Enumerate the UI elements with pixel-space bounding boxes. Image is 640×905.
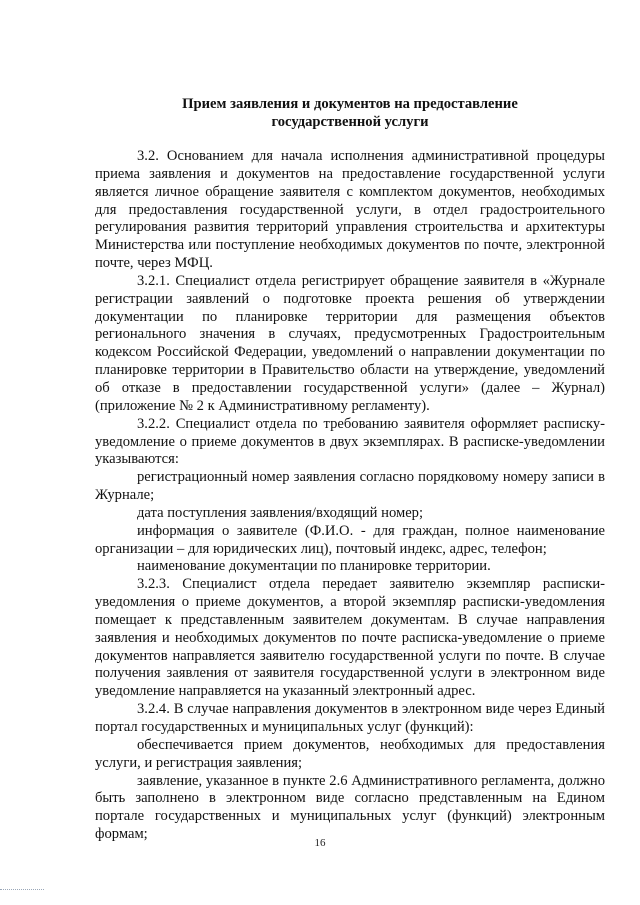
scan-artifact-dots [0, 889, 44, 892]
paragraph-3-2-1: 3.2.1. Специалист отдела регистрирует обращение заявителя в «Журнале регистрации заявлений о подготовке проекта решения об утверждении документации по планировке территории для размещения объектов регионального значения в случаях, предусмотренных Градостроительным кодексом Российской Федерации, уведомлений о направлении документации по планировке территории в Правительство области на утверждение, уведомлений об отказе в предоставлении государственной услуги» (далее – Журнал) (приложение № 2 к Административному регламенту). [95, 272, 605, 414]
paragraph-3-2: 3.2. Основанием для начала исполнения административной процедуры приема заявления и документов на предоставление государственной услуги является личное обращение заявителя с комплектом документов, необходимых для предоставления государственной услуги, в отдел градостроительного регулирования развития территорий управления строительства и архитектуры Министерства или поступление необходимых документов по почте, электронной почте, через МФЦ. [95, 148, 605, 272]
page-number: 16 [314, 837, 326, 849]
paragraph-3-2-4: 3.2.4. В случае направления документов в электронном виде через Единый портал государственных и муниципальных услуг (функций): [95, 701, 605, 735]
list-item-receipt-date: дата поступления заявления/входящий номер; [137, 504, 424, 521]
section-title-line-2: государственной услуги [271, 114, 429, 130]
list-item-electronic-form: заявление, указанное в пункте 2.6 Административного регламента, должно быть заполнено в электронном виде согласно представленным на Едином портале государственных и муниципальных услуг (функций) электронным формам; [95, 772, 605, 843]
section-title [95, 95, 605, 131]
paragraph-3-2-3: 3.2.3. Специалист отдела передает заявителю экземпляр расписки-уведомления о приеме документов, а второй экземпляр расписки-уведомления помещает к представленным заявителем документам. В случае направления заявления и необходимых документов по почте расписка-уведомление о приеме документов направляется заявителю государственной услуги по почте. В случае получения заявления от заявителя государственной услуги в электронном виде уведомление направляется на указанный электронный адрес. [95, 576, 605, 700]
section-title-line-1: Прием заявления и документов на предоставление [182, 96, 518, 112]
body-text [95, 148, 605, 844]
paragraph-3-2-2: 3.2.2. Специалист отдела по требованию заявителя оформляет расписку-уведомление о приеме документов в двух экземплярах. В расписке-уведомлении указываются: [95, 415, 605, 468]
list-item-applicant-info: информация о заявителе (Ф.И.О. - для граждан, полное наименование организации – для юридических лиц), почтовый индекс, адрес, телефон; [95, 522, 605, 557]
list-item-registration-number: регистрационный номер заявления согласно порядковому номеру записи в Журнале; [95, 469, 605, 504]
list-item-documentation-name: наименование документации по планировке территории. [137, 558, 491, 575]
list-item-document-acceptance: обеспечивается прием документов, необходимых для предоставления услуги, и регистрация заявления; [95, 736, 605, 771]
